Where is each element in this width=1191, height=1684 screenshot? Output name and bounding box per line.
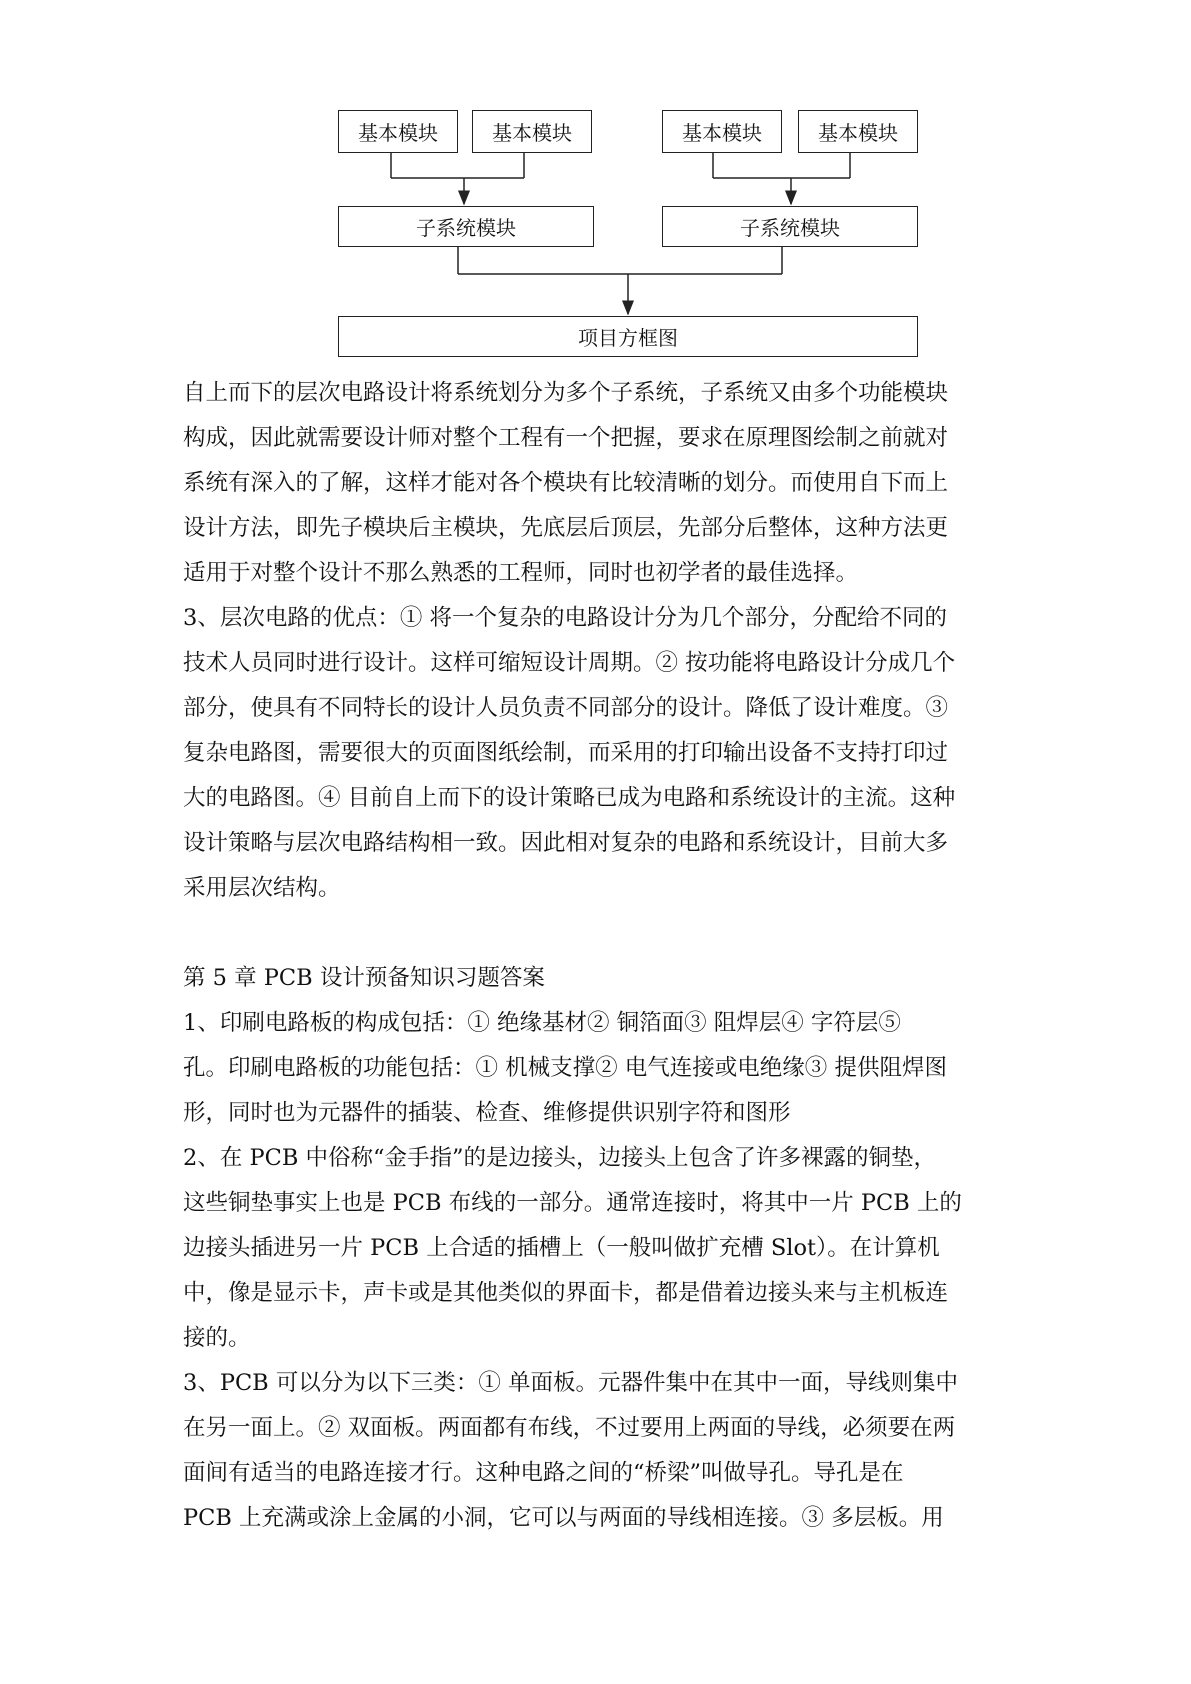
text-line: PCB 上充满或涂上金属的小洞，它可以与两面的导线相连接。③ 多层板。用	[183, 1505, 944, 1531]
basic-module-box: 基本模块	[662, 110, 782, 153]
basic-module-box: 基本模块	[798, 110, 918, 153]
text-line: 形，同时也为元器件的插装、检查、维修提供识别字符和图形	[183, 1100, 791, 1126]
subsystem-module-box: 子系统模块	[662, 206, 918, 247]
basic-module-box: 基本模块	[472, 110, 592, 153]
text-line: 在另一面上。② 双面板。两面都有布线，不过要用上两面的导线，必须要在两	[183, 1415, 956, 1441]
text-line: 系统有深入的了解，这样才能对各个模块有比较清晰的划分。而使用自下而上	[183, 470, 949, 496]
text-line: 适用于对整个设计不那么熟悉的工程师，同时也初学者的最佳选择。	[183, 560, 859, 586]
text-line: 这些铜垫事实上也是 PCB 布线的一部分。通常连接时，将其中一片 PCB 上的	[183, 1190, 962, 1216]
body-text	[183, 371, 1033, 1541]
text-line: 边接头插进另一片 PCB 上合适的插槽上（一般叫做扩充槽 Slot）。在计算机	[183, 1235, 940, 1261]
project-block-box: 项目方框图	[338, 316, 918, 357]
text-line: 设计方法，即先子模块后主模块，先底层后顶层，先部分后整体，这种方法更	[183, 515, 949, 541]
text-line: 3、层次电路的优点：① 将一个复杂的电路设计分为几个部分，分配给不同的	[183, 605, 947, 631]
text-line: 复杂电路图，需要很大的页面图纸绘制，而采用的打印输出设备不支持打印过	[183, 740, 949, 766]
paragraph-gap	[183, 911, 1033, 956]
text-line: 3、PCB 可以分为以下三类：① 单面板。元器件集中在其中一面，导线则集中	[183, 1370, 959, 1396]
text-line: 技术人员同时进行设计。这样可缩短设计周期。② 按功能将电路设计分成几个	[183, 650, 956, 676]
hierarchy-diagram	[0, 0, 1191, 370]
text-line: 接的。	[183, 1325, 251, 1351]
text-line: 自上而下的层次电路设计将系统划分为多个子系统，子系统又由多个功能模块	[183, 380, 949, 406]
text-line: 构成，因此就需要设计师对整个工程有一个把握，要求在原理图绘制之前就对	[183, 425, 949, 451]
text-line: 大的电路图。④ 目前自上而下的设计策略已成为电路和系统设计的主流。这种	[183, 785, 956, 811]
text-line: 部分，使具有不同特长的设计人员负责不同部分的设计。降低了设计难度。③	[183, 695, 949, 721]
chapter-heading: 第 5 章 PCB 设计预备知识习题答案	[183, 965, 545, 991]
text-line: 1、印刷电路板的构成包括：① 绝缘基材② 铜箔面③ 阻焊层④ 字符层⑤	[183, 1010, 901, 1036]
basic-module-box: 基本模块	[338, 110, 458, 153]
text-line: 孔。印刷电路板的功能包括：① 机械支撑② 电气连接或电绝缘③ 提供阻焊图	[183, 1055, 947, 1081]
diagram-connectors	[0, 0, 1191, 370]
text-line: 采用层次结构。	[183, 875, 341, 901]
text-line: 设计策略与层次电路结构相一致。因此相对复杂的电路和系统设计，目前大多	[183, 830, 949, 856]
subsystem-module-box: 子系统模块	[338, 206, 594, 247]
text-line: 面间有适当的电路连接才行。这种电路之间的“桥梁”叫做导孔。导孔是在	[183, 1460, 904, 1486]
text-line: 2、在 PCB 中俗称“金手指”的是边接头，边接头上包含了许多裸露的铜垫，	[183, 1145, 937, 1171]
text-line: 中，像是显示卡，声卡或是其他类似的界面卡，都是借着边接头来与主机板连	[183, 1280, 949, 1306]
